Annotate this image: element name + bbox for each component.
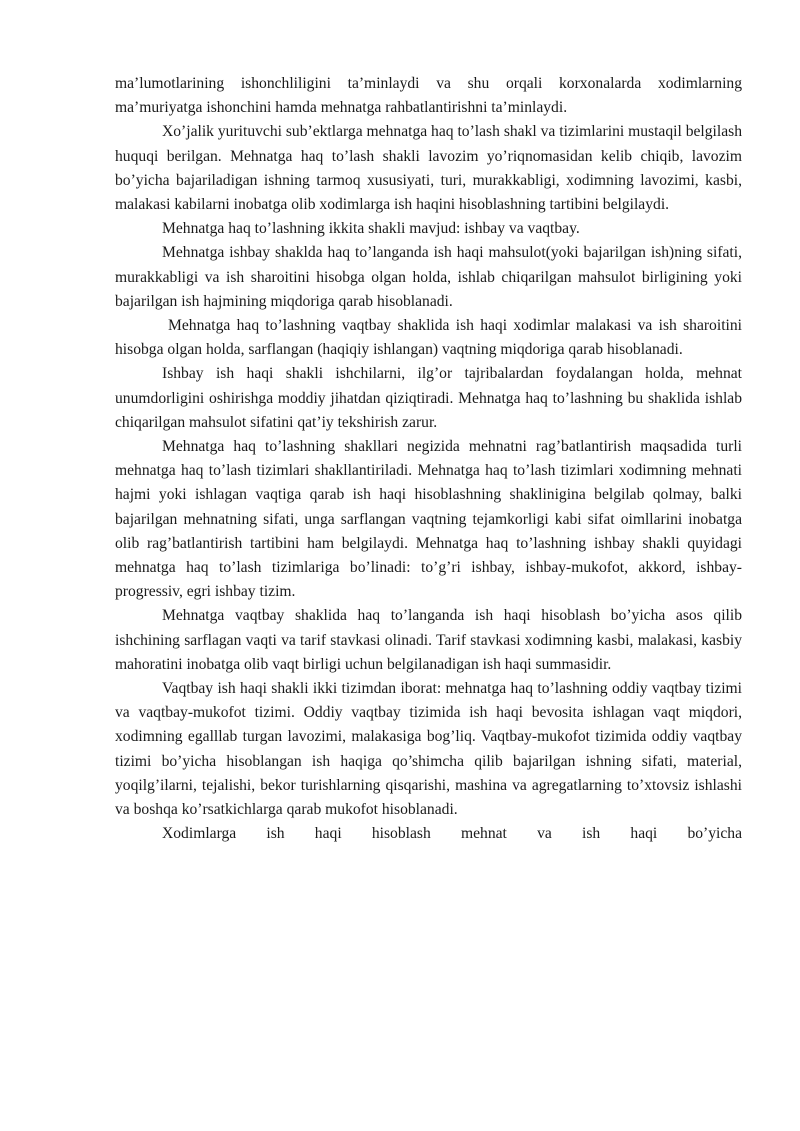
paragraph-tariff-rate: Mehnatga vaqtbay shaklida haq to’langanda ish haqi hisoblash bo’yicha asos qilib ishchining sarflagan vaqti va tarif stavkasi olinadi. Tarif stavkasi xodimning kasbi, malakasi, kasbiy mahoratini inobatga olib vaqt birligi uchun belgilanadigan ish haqi summasidir. xyxy=(115,607,742,673)
paragraph-payment-forms-rights: Xo’jalik yurituvchi sub’ektlarga mehnatga haq to’lash shakl va tizimlarini mustaqil belgilash huquqi berilgan. Mehnatga haq to’lash shakli lavozim yo’riqnomasidan kelib chiqib, lavozim bo’yicha bajariladigan ishning tarmoq xususiyati, turi, murakkabligi, xodimning lavozimi, kasbi, malakasi kabilarni inobatga olib xodimlarga ish haqini hisoblashning tartibini belgilaydi. xyxy=(115,123,743,214)
paragraph-time-based-form: Mehnatga haq to’lashning vaqtbay shaklida ish haqi xodimlar malakasi va ish sharoitini hisobga olgan holda, sarflangan (haqiqiy ishlangan) vaqtning miqdoriga qarab hisoblanadi. xyxy=(115,317,742,359)
paragraph-final-line: Xodimlarga ish haqi hisoblash mehnat va ish haqi bo’yicha xyxy=(162,825,742,843)
paragraph-two-forms: Mehnatga haq to’lashning ikkita shakli mavjud: ishbay va vaqtbay. xyxy=(162,220,580,238)
paragraph-time-based-systems: Vaqtbay ish haqi shakli ikki tizimdan iborat: mehnatga haq to’lashning oddiy vaqtbay tizimi va vaqtbay-mukofot tizimi. Oddiy vaqtbay tizimida ish haqi bevosita ishlagan vaqt miqdori, xodimning egalllab turgan lavozimi, malakasiga bog’liq. Vaqtbay-mukofot tizimida oddiy vaqtbay tizimi bo’yicha hisoblangan ish haqiga qo’shimcha qilib bajarilgan ishning sifati, material, yoqilg’ilarni, tejalishi, bekor turishlarning qisqarishi, mashina va agregatlarning to’xtovsiz ishlashi va boshqa ko’rsatkichlarga qarab mukofot hisoblanadi. xyxy=(115,680,742,819)
paragraph-piecework-form: Mehnatga ishbay shaklda haq to’langanda ish haqi mahsulot(yoki bajarilgan ish)ning sifati, murakkabligi va ish sharoitini hisobga olgan holda, ishlab chiqarilgan mahsulot birligining yoki bajarilgan ish hajmining miqdoriga qarab hisoblanadi. xyxy=(115,244,742,310)
paragraph-payment-systems: Mehnatga haq to’lashning shakllari negizida mehnatni rag’batlantirish maqsadida turli mehnatga haq to’lash tizimlari shakllantiriladi. Mehnatga haq to’lash tizimlari xodimning mehnati hajmi yoki ishlagan vaqtiga qarab ish haqi hisoblashning shaklinigina belgilab qolmay, balki bajarilgan mehnatning sifati, unga sarflangan vaqtning tejamkorligi kabi sifat oimllarini inobatga olib rag’batlantirish tartibini ham belgilaydi. Mehnatga haq to’lashning ishbay shakli quyidagi mehnatga haq to’lash tizimlariga bo’linadi: to’g’ri ishbay, ishbay-mukofot, akkord, ishbay-progressiv, egri ishbay tizim. xyxy=(115,438,742,601)
document-page xyxy=(115,72,742,847)
paragraph-piecework-incentive: Ishbay ish haqi shakli ishchilarni, ilg’or tajribalardan foydalangan holda, mehnat unumdorligini oshirishga moddiy jihatdan qiziqtiradi. Mehnatga haq to’lashning bu shaklida ishlab chiqarilgan mahsulot sifatini qat’iy tekshirish zarur. xyxy=(115,365,742,431)
paragraph-continuation: ma’lumotlarining ishonchliligini ta’minlaydi va shu orqali korxonalarda xodimlarning ma’muriyatga ishonchini hamda mehnatga rahbatlantirishni ta’minlaydi. xyxy=(115,75,742,117)
